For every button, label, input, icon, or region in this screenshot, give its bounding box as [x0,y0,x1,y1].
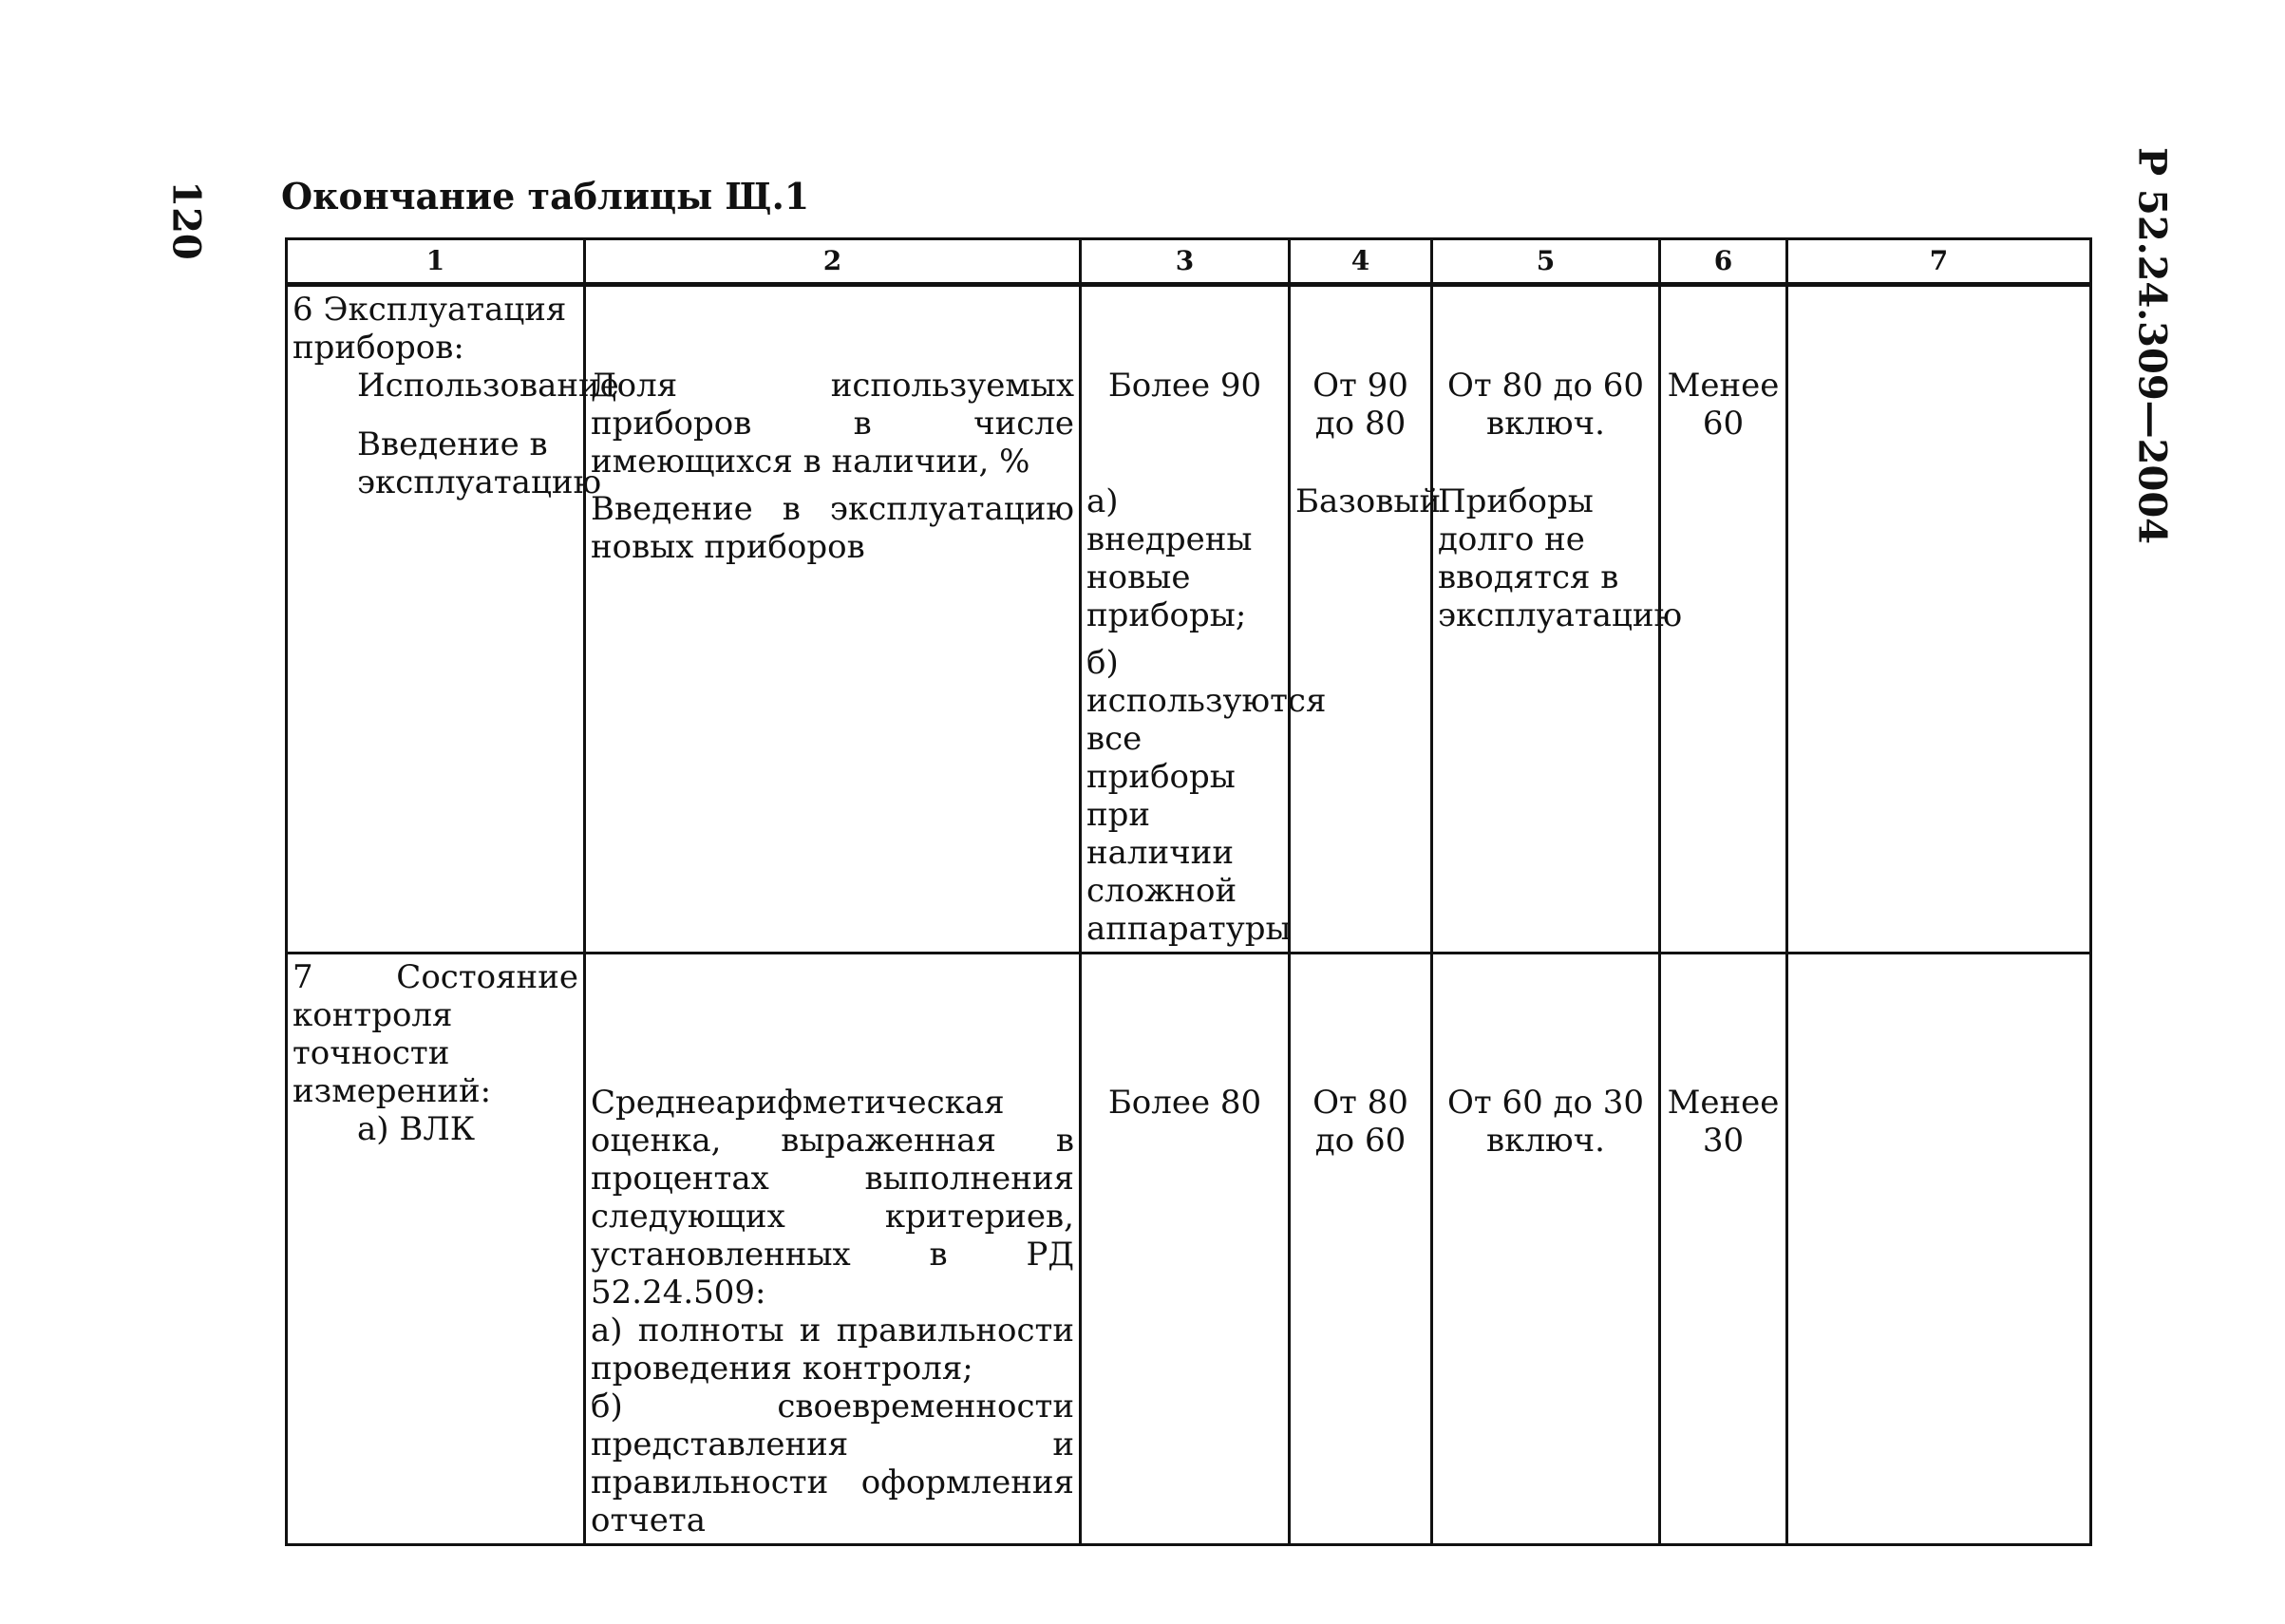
column-header: 5 [1432,239,1660,285]
grade-5-cell [1432,954,1660,1545]
column-7-cell [1787,285,2091,954]
vlk-grade-3: Более 80 [1107,1084,1262,1122]
column-7-cell [1787,954,2091,1545]
document-code: Р 52.24.309—2004 [2129,146,2175,545]
commissioning-grade-4: Базовый [1295,482,1442,520]
grade-4-cell [1290,285,1442,954]
subcriterion-usage: Использование [357,367,619,405]
table-header-row [287,239,2091,285]
commissioning-option-a: а) внедрены новые приборы; [1086,482,1253,634]
criteria-table [285,237,2092,1546]
table-row [287,285,2091,954]
criterion-cell [287,285,619,954]
usage-description: Доля используемых приборов в числе имеющихся в наличии, % [591,367,1074,481]
subcriterion-commissioning: Введение в эксплуатацию [357,425,602,501]
commissioning-option-b: б) используются все приборы при наличии сложной аппаратуры [1086,644,1327,948]
subcriterion-vlk: а) ВЛК [357,1110,476,1148]
vlk-grade-5: От 60 до 30 включ. [1446,1084,1645,1160]
grade-4-cell [1290,954,1432,1545]
criterion-cell [287,954,585,1545]
table-row [287,954,2091,1545]
vlk-grade-6: Менее 30 [1667,1084,1780,1160]
grade-5-cell [1432,285,1683,954]
section-title: 6 Эксплуатация приборов: [293,291,567,367]
vlk-item-b: б) своевременности представления и правильности оформления отчета [591,1388,1074,1539]
indicator-cell [585,285,1081,954]
vlk-grade-4: От 80 до 60 [1312,1084,1408,1160]
commissioning-description: Введение в эксплуатацию новых приборов [591,490,1074,566]
usage-grade-5: От 80 до 60 включ. [1446,367,1645,443]
usage-grade-3: Более 90 [1107,367,1262,405]
section-title: 7 Состояние контроля точности измерений: [293,958,578,1110]
column-header: 6 [1660,239,1787,285]
column-header: 1 [287,239,585,285]
grade-3-cell [1081,285,1327,954]
column-header: 3 [1081,239,1290,285]
vlk-description: Среднеарифметическая оценка, выраженная в процентах выполнения следующих критериев, установленных в РД 52.24.509: [591,1084,1074,1312]
column-header: 7 [1787,239,2091,285]
usage-grade-4: От 90 до 80 [1312,367,1408,443]
indicator-cell [585,954,1081,1545]
column-header: 2 [585,239,1081,285]
commissioning-grade-5: Приборы долго не вводятся в эксплуатацию [1438,482,1683,634]
grade-3-cell [1081,954,1290,1545]
usage-grade-6: Менее 60 [1667,367,1780,443]
vlk-item-a: а) полноты и правильности проведения контроля; [591,1312,1074,1388]
page-number: 120 [163,180,209,260]
grade-6-cell [1660,954,1787,1545]
table-title: Окончание таблицы Щ.1 [281,175,810,217]
column-header: 4 [1290,239,1432,285]
